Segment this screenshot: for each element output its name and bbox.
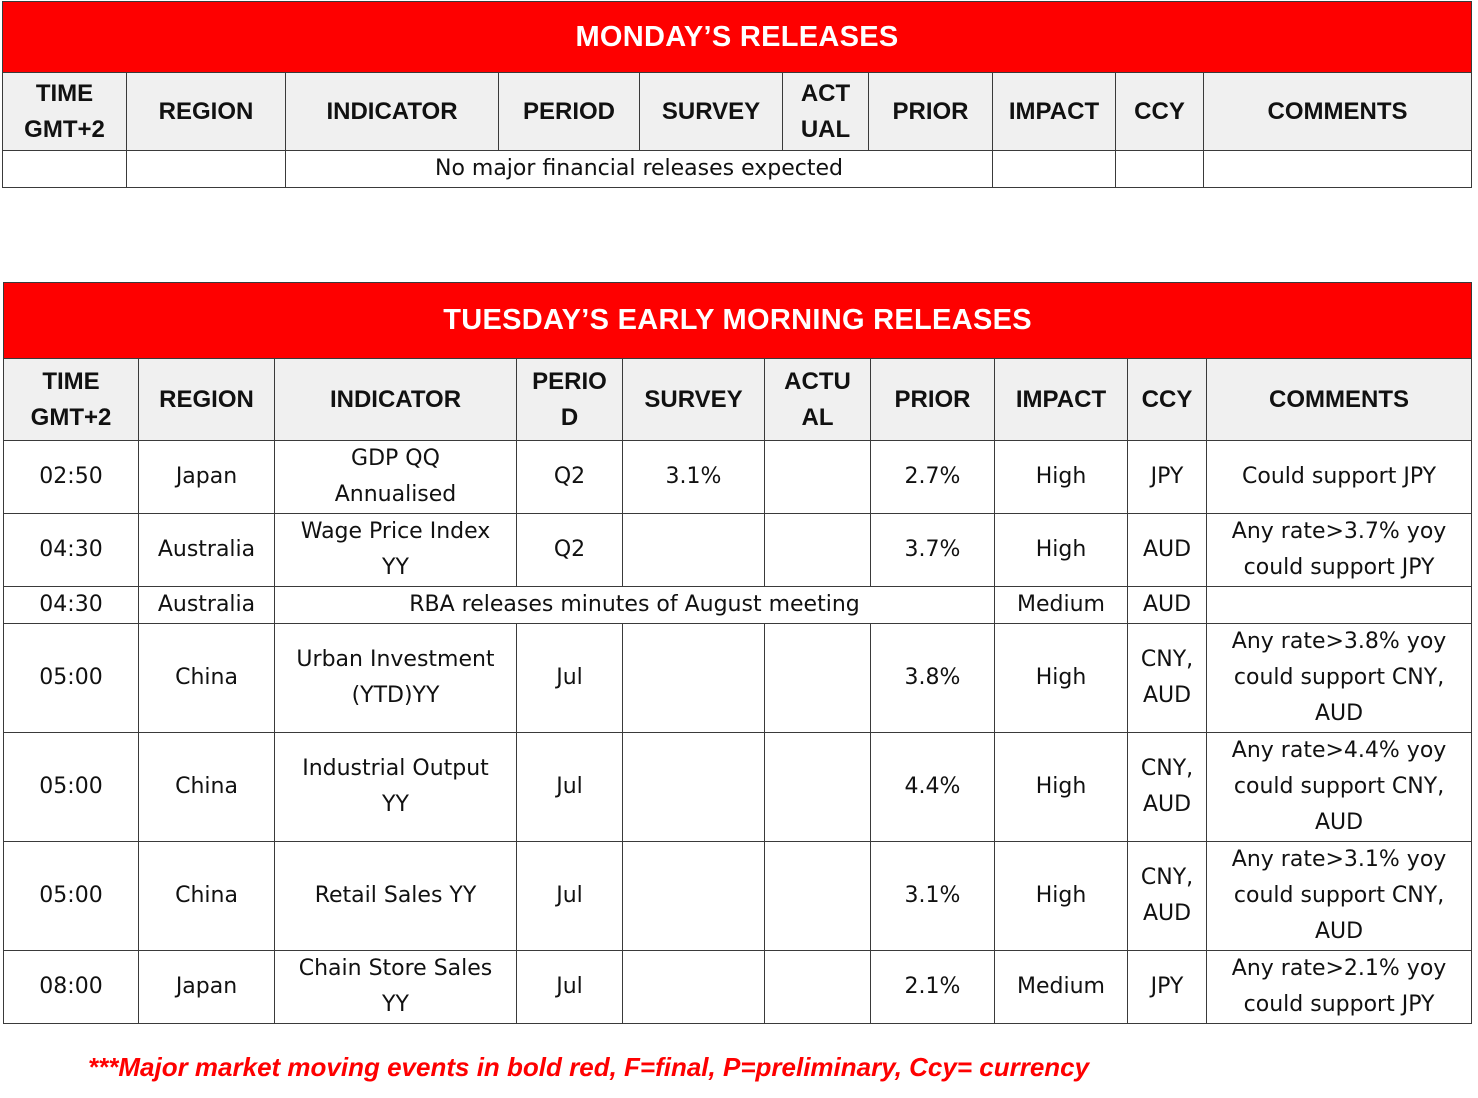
cell-comments: Any rate>4.4% yoy could support CNY, AUD (1207, 733, 1472, 842)
header-impact: IMPACT (993, 73, 1116, 151)
table-row (4, 842, 1472, 951)
table-row (4, 587, 1472, 624)
cell-ccy: AUD (1128, 587, 1207, 624)
cell-region: Australia (139, 514, 275, 587)
cell-indicator: GDP QQ Annualised (275, 441, 517, 514)
cell-ccy: CNY, AUD (1128, 624, 1207, 733)
cell-time: 05:00 (4, 842, 139, 951)
header-impact: IMPACT (995, 359, 1128, 441)
table-row (4, 733, 1472, 842)
cell-survey (623, 733, 765, 842)
cell-prior: 2.7% (871, 441, 995, 514)
cell-indicator: Urban Investment (YTD)YY (275, 624, 517, 733)
cell-comments (1207, 587, 1472, 624)
cell-ccy: JPY (1128, 951, 1207, 1024)
header-period: PERIOD (499, 73, 640, 151)
cell-period: Jul (517, 624, 623, 733)
cell-region: Japan (139, 951, 275, 1024)
cell-actual (765, 514, 871, 587)
cell-survey (623, 842, 765, 951)
header-time: TIME GMT+2 (3, 73, 127, 151)
cell-time: 04:30 (4, 514, 139, 587)
header-time: TIME GMT+2 (4, 359, 139, 441)
cell-time: 02:50 (4, 441, 139, 514)
cell-impact: High (995, 441, 1128, 514)
cell-prior: 3.8% (871, 624, 995, 733)
header-prior: PRIOR (869, 73, 993, 151)
cell-ccy: CNY, AUD (1128, 842, 1207, 951)
header-actual: ACT UAL (783, 73, 869, 151)
table-row (3, 151, 1472, 188)
cell-actual (765, 733, 871, 842)
cell-period: Q2 (517, 514, 623, 587)
tuesday-title: TUESDAY’S EARLY MORNING RELEASES (4, 283, 1472, 359)
cell-impact: Medium (995, 587, 1128, 624)
cell-empty (3, 151, 127, 188)
cell-impact: High (995, 624, 1128, 733)
table-row (4, 514, 1472, 587)
cell-empty (1116, 151, 1204, 188)
footer-note: ***Major market moving events in bold red, F=final, P=preliminary, Ccy= currency (88, 1052, 1090, 1082)
cell-period: Q2 (517, 441, 623, 514)
cell-empty (993, 151, 1116, 188)
cell-region: China (139, 733, 275, 842)
cell-empty (127, 151, 286, 188)
cell-indicator: Industrial Output YY (275, 733, 517, 842)
cell-survey: 3.1% (623, 441, 765, 514)
cell-indicator: Chain Store Sales YY (275, 951, 517, 1024)
cell-time: 08:00 (4, 951, 139, 1024)
cell-ccy: CNY, AUD (1128, 733, 1207, 842)
cell-region: China (139, 842, 275, 951)
cell-comments: Any rate>3.7% yoy could support JPY (1207, 514, 1472, 587)
table-row (4, 624, 1472, 733)
header-survey: SURVEY (623, 359, 765, 441)
cell-empty (1204, 151, 1472, 188)
cell-time: 04:30 (4, 587, 139, 624)
cell-impact: Medium (995, 951, 1128, 1024)
cell-comments: Any rate>2.1% yoy could support JPY (1207, 951, 1472, 1024)
header-comments: COMMENTS (1204, 73, 1472, 151)
cell-merged-note: RBA releases minutes of August meeting (275, 587, 995, 624)
cell-prior: 4.4% (871, 733, 995, 842)
table-row (4, 441, 1472, 514)
header-region: REGION (127, 73, 286, 151)
cell-region: China (139, 624, 275, 733)
header-region: REGION (139, 359, 275, 441)
cell-actual (765, 951, 871, 1024)
cell-impact: High (995, 733, 1128, 842)
header-comments: COMMENTS (1207, 359, 1472, 441)
cell-survey (623, 951, 765, 1024)
table-row (4, 951, 1472, 1024)
cell-comments: Could support JPY (1207, 441, 1472, 514)
monday-releases-table (2, 1, 1472, 188)
cell-prior: 2.1% (871, 951, 995, 1024)
cell-survey (623, 624, 765, 733)
cell-actual (765, 624, 871, 733)
cell-region: Australia (139, 587, 275, 624)
header-indicator: INDICATOR (275, 359, 517, 441)
header-survey: SURVEY (640, 73, 783, 151)
cell-period: Jul (517, 951, 623, 1024)
cell-time: 05:00 (4, 733, 139, 842)
cell-time: 05:00 (4, 624, 139, 733)
cell-ccy: JPY (1128, 441, 1207, 514)
no-releases-note: No major financial releases expected (286, 151, 993, 188)
cell-comments: Any rate>3.8% yoy could support CNY, AUD (1207, 624, 1472, 733)
monday-title: MONDAY’S RELEASES (3, 2, 1472, 73)
cell-period: Jul (517, 733, 623, 842)
cell-actual (765, 441, 871, 514)
cell-region: Japan (139, 441, 275, 514)
cell-actual (765, 842, 871, 951)
header-indicator: INDICATOR (286, 73, 499, 151)
header-period: PERIO D (517, 359, 623, 441)
cell-indicator: Wage Price Index YY (275, 514, 517, 587)
cell-comments: Any rate>3.1% yoy could support CNY, AUD (1207, 842, 1472, 951)
cell-impact: High (995, 514, 1128, 587)
cell-ccy: AUD (1128, 514, 1207, 587)
cell-period: Jul (517, 842, 623, 951)
header-ccy: CCY (1128, 359, 1207, 441)
header-ccy: CCY (1116, 73, 1204, 151)
cell-impact: High (995, 842, 1128, 951)
header-prior: PRIOR (871, 359, 995, 441)
cell-prior: 3.1% (871, 842, 995, 951)
cell-indicator: Retail Sales YY (275, 842, 517, 951)
cell-prior: 3.7% (871, 514, 995, 587)
tuesday-releases-table (3, 282, 1472, 1024)
header-actual: ACTU AL (765, 359, 871, 441)
cell-survey (623, 514, 765, 587)
